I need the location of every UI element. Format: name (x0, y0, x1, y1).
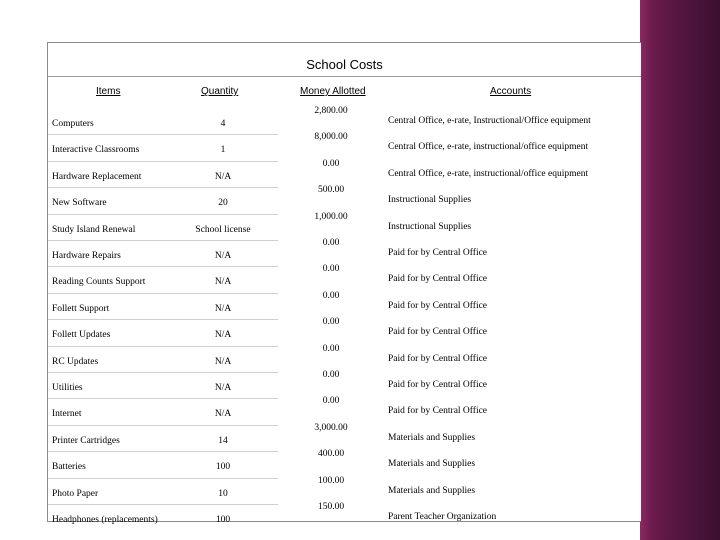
cell-money-allotted: 150.00 (317, 502, 345, 512)
cell-quantity: 1 (220, 145, 226, 156)
row-divider (48, 425, 278, 426)
row-divider (48, 134, 278, 135)
cell-money-allotted: 0.00 (322, 158, 340, 169)
cell-item: Hardware Replacement (52, 171, 142, 182)
row-divider (48, 346, 278, 347)
cell-item: Photo Paper (52, 488, 99, 499)
cell-money-allotted: 100.00 (317, 475, 345, 486)
cell-money-allotted: 0.00 (322, 396, 340, 407)
cell-money-allotted: 8,000.00 (314, 132, 348, 143)
cell-account: Materials and Supplies (388, 459, 476, 470)
cell-money-allotted: 0.00 (322, 370, 340, 380)
row-divider (48, 214, 278, 215)
header-money-allotted: Money Allotted (300, 86, 366, 97)
cell-item: Reading Counts Support (52, 277, 146, 288)
school-costs-table (47, 42, 641, 525)
cell-quantity: N/A (214, 303, 232, 314)
cell-money-allotted: 0.00 (322, 238, 340, 248)
cell-quantity: 100 (215, 462, 231, 473)
cell-quantity: 4 (220, 119, 226, 129)
cell-money-allotted: 0.00 (322, 264, 340, 275)
cell-item: RC Updates (52, 356, 99, 367)
cell-account: Paid for by Central Office (388, 248, 488, 258)
cell-quantity: N/A (214, 277, 232, 288)
cell-money-allotted: 0.00 (322, 290, 340, 301)
cell-account: Paid for by Central Office (388, 300, 488, 311)
cell-item: Printer Cartridges (52, 435, 120, 446)
cell-item: Batteries (52, 462, 86, 473)
cell-account: Central Office, e-rate, instructional/office equipment (388, 142, 589, 153)
cell-account: Parent Teacher Organization (388, 512, 497, 522)
row-divider (48, 478, 278, 479)
cell-account: Paid for by Central Office (388, 406, 488, 417)
cell-item: Hardware Repairs (52, 251, 121, 261)
cell-quantity: N/A (214, 251, 232, 261)
row-divider (48, 372, 278, 373)
cell-item: Follett Updates (52, 330, 111, 341)
cell-item: Follett Support (52, 303, 110, 314)
cell-quantity: N/A (214, 356, 232, 367)
cell-item: New Software (52, 198, 107, 209)
cell-money-allotted: 1,000.00 (314, 211, 348, 222)
table-title: School Costs (306, 57, 383, 72)
cell-money-allotted: 2,800.00 (314, 106, 348, 116)
cell-quantity: 20 (218, 198, 228, 209)
cell-item: Computers (52, 119, 94, 129)
cell-account: Central Office, e-rate, instructional/office equipment (388, 168, 589, 179)
cell-quantity: 100 (215, 515, 231, 525)
cell-account: Central Office, e-rate, Instructional/Office equipment (388, 116, 591, 126)
row-divider (48, 319, 278, 320)
cell-money-allotted: 400.00 (317, 449, 345, 460)
row-divider (48, 161, 278, 162)
cell-account: Paid for by Central Office (388, 353, 488, 364)
row-divider (48, 240, 278, 241)
slide-sidebar-decoration (640, 0, 720, 540)
cell-account: Paid for by Central Office (388, 380, 488, 390)
row-divider (48, 451, 278, 452)
cell-account: Paid for by Central Office (388, 327, 488, 338)
cell-quantity: N/A (214, 330, 232, 341)
cell-money-allotted: 0.00 (322, 343, 340, 354)
cell-account: Instructional Supplies (388, 195, 472, 206)
cell-item: Headphones (replacements) (52, 515, 158, 525)
cell-money-allotted: 3,000.00 (314, 422, 348, 433)
cell-money-allotted: 500.00 (317, 185, 345, 196)
cell-account: Materials and Supplies (388, 432, 476, 443)
header-items: Items (96, 86, 121, 97)
cell-account: Paid for by Central Office (388, 274, 488, 285)
row-divider (48, 293, 278, 294)
header-accounts: Accounts (490, 86, 532, 97)
row-divider (48, 398, 278, 399)
cell-item: Interactive Classrooms (52, 145, 140, 156)
row-divider (48, 504, 278, 505)
cell-quantity: 14 (218, 435, 228, 446)
cell-money-allotted: 0.00 (322, 317, 340, 328)
row-divider (48, 187, 278, 188)
cell-account: Instructional Supplies (388, 221, 472, 232)
cell-item: Utilities (52, 383, 83, 393)
cell-quantity: N/A (214, 383, 232, 393)
cell-item: Study Island Renewal (52, 224, 136, 235)
cell-account: Materials and Supplies (388, 485, 476, 496)
header-quantity: Quantity (201, 86, 239, 97)
cell-item: Internet (52, 409, 82, 420)
cell-quantity: 10 (218, 488, 228, 499)
cell-quantity: N/A (214, 409, 232, 420)
row-divider (48, 266, 278, 267)
cell-quantity: School license (195, 224, 251, 235)
cell-quantity: N/A (214, 171, 232, 182)
title-divider (48, 76, 641, 77)
